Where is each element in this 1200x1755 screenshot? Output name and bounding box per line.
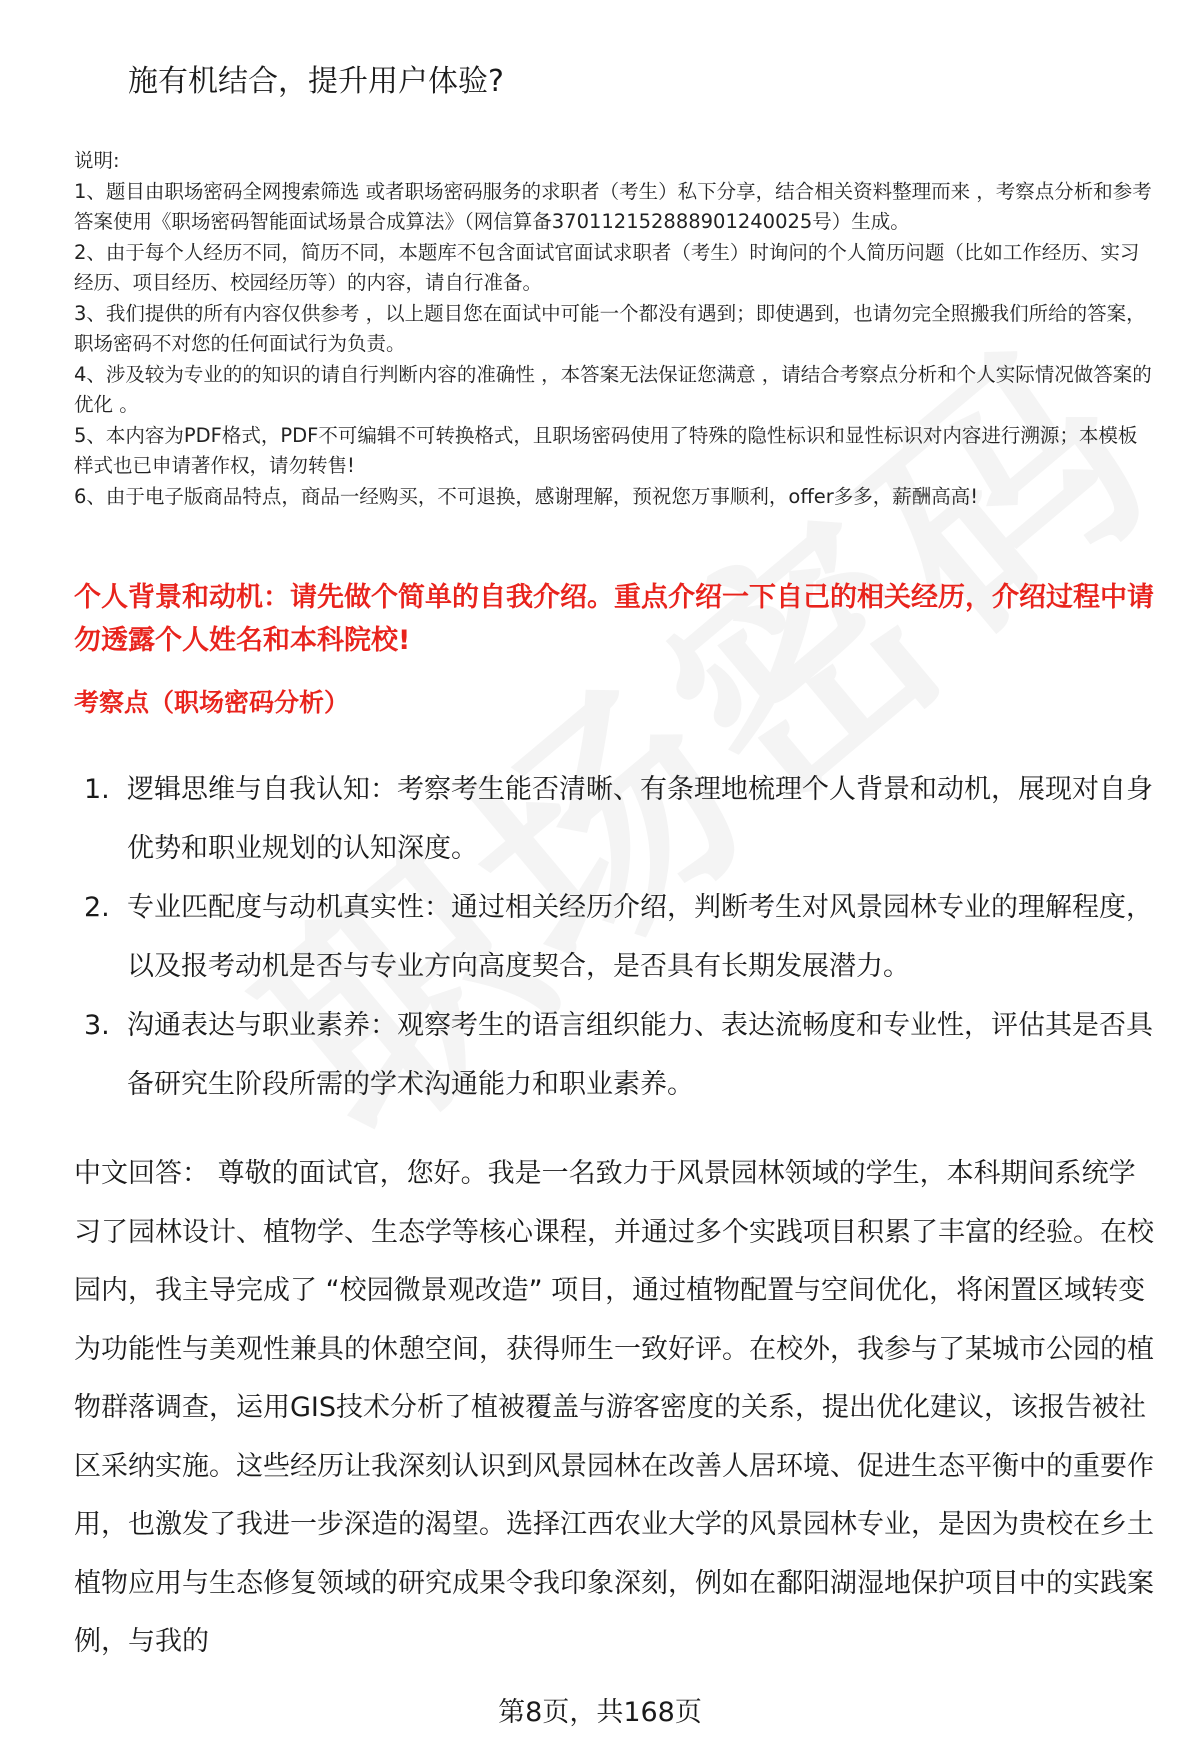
point-number: 2. (84, 892, 110, 923)
analysis-title: 考察点（职场密码分析） (74, 688, 350, 717)
analysis-point (74, 878, 1154, 996)
note-item: 6、由于电子版商品特点，商品一经购买，不可退换，感谢理解，预祝您万事顺利，offer多多，薪酬高高! (74, 484, 979, 508)
note-item: 5、本内容为PDF格式，PDF不可编辑不可转换格式，且职场密码使用了特殊的隐性标识和显性标识对内容进行溯源；本模板样式也已申请著作权，请勿转售! (74, 423, 1138, 477)
point-text: 沟通表达与职业素养：观察考生的语言组织能力、表达流畅度和专业性，评估其是否具备研究生阶段所需的学术沟通能力和职业素养。 (127, 1010, 1153, 1100)
point-text: 逻辑思维与自我认知：考察考生能否清晰、有条理地梳理个人背景和动机，展现对自身优势和职业规划的认知深度。 (127, 774, 1153, 864)
point-number: 1. (84, 774, 110, 805)
analysis-point (74, 996, 1154, 1114)
note-item: 2、由于每个人经历不同，简历不同，本题库不包含面试官面试求职者（考生）时询问的个人简历问题（比如工作经历、实习经历、项目经历、校园经历等）的内容，请自行准备。 (74, 240, 1140, 294)
page-number: 第8页，共168页 (498, 1697, 702, 1728)
notes-section (74, 146, 1154, 512)
note-item: 4、涉及较为专业的的知识的请自行判断内容的准确性 ，本答案无法保证您满意 ，请结合考察点分析和个人实际情况做答案的优化 。 (74, 362, 1152, 416)
answer-paragraph: 中文回答： 尊敬的面试官，您好。我是一名致力于风景园林领域的学生，本科期间系统学习了园林设计、植物学、生态学等核心课程，并通过多个实践项目积累了丰富的经验。在校园内，我主导完成了 “校园微景观改造” 项目，通过植物配置与空间优化，将闲置区域转变为功能性与美观性兼具的休憩空间，获得师生一致好评。在校外，我参与了某城市公园的植物群落调查，运用GIS技术分析了植被覆盖与游客密度的关系，提出优化建议，该报告被社区采纳实施。这些经历让我深刻认识到风景园林在改善人居环境、促进生态平衡中的重要作用，也激发了我进一步深造的渴望。选择江西农业大学的风景园林专业，是因为贵校在乡土植物应用与生态修复领域的研究成果令我印象深刻，例如在鄱阳湖湿地保护项目中的实践案例，与我的 (74, 1158, 1154, 1657)
analysis-point (74, 760, 1154, 878)
analysis-points (74, 760, 1154, 1114)
point-text: 专业匹配度与动机真实性：通过相关经历介绍，判断考生对风景园林专业的理解程度，以及报考动机是否与专业方向高度契合，是否具有长期发展潜力。 (127, 892, 1153, 982)
question-heading: 个人背景和动机：请先做个简单的自我介绍。重点介绍一下自己的相关经历，介绍过程中请勿透露个人姓名和本科院校! (74, 582, 1154, 656)
notes-label: 说明: (74, 149, 120, 172)
point-number: 3. (84, 1010, 110, 1041)
note-item: 3、我们提供的所有内容仅供参考 ，以上题目您在面试中可能一个都没有遇到；即使遇到，也请勿完全照搬我们所给的答案，职场密码不对您的任何面试行为负责。 (74, 301, 1146, 355)
note-item: 1、题目由职场密码全网搜索筛选 或者职场密码服务的求职者（考生）私下分享，结合相关资料整理而来 ，考察点分析和参考答案使用《职场密码智能面试场景合成算法》（网信算备370112152888901240025号）生成。 (74, 179, 1152, 233)
continued-question-line: 施有机结合，提升用户体验? (128, 64, 504, 99)
